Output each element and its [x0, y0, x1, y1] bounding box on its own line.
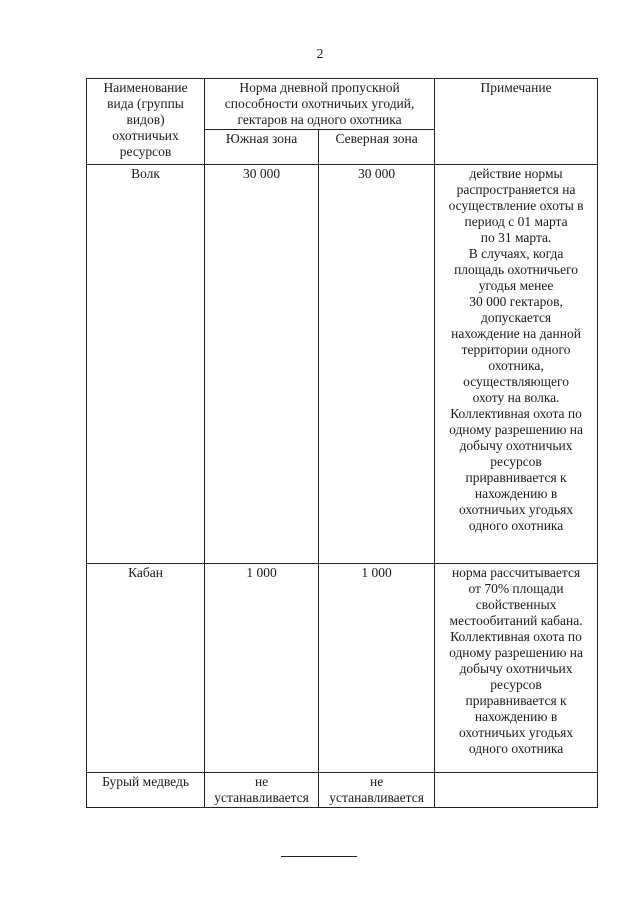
note-line: одного охотника — [468, 518, 564, 533]
header-species-cell — [87, 79, 205, 165]
south-norm-line: не — [254, 774, 269, 789]
note-line: период с 01 марта — [464, 214, 568, 229]
note-line: по 31 марта. — [480, 230, 552, 245]
header-north-zone: Северная зона — [319, 130, 435, 165]
table-row-boar — [87, 564, 598, 773]
note-line: распространяется на — [456, 182, 576, 197]
note-line: охоту на волка. — [472, 390, 560, 405]
south-norm-cell: 1 000 — [205, 564, 319, 773]
north-norm-line: не — [369, 774, 384, 789]
note-line: добычу охотничьих — [459, 438, 573, 453]
header-species-line: ресурсов — [119, 144, 172, 159]
note-line: свойственных — [475, 597, 557, 612]
table-row-brown-bear — [87, 773, 598, 808]
note-line: нахождению в — [474, 486, 558, 501]
note-line: норма рассчитывается — [451, 565, 581, 580]
header-species-line: видов) — [126, 112, 165, 127]
note-line: охотничьих угодьях — [458, 725, 574, 740]
header-south-zone: Южная зона — [205, 130, 319, 165]
header-species-line: вида (группы — [107, 96, 184, 111]
header-norm-line: гектаров на одного охотника — [237, 112, 402, 127]
hunting-norms-table — [86, 78, 598, 808]
note-line: территории одного — [461, 342, 571, 357]
species-cell: Кабан — [87, 564, 205, 773]
note-line: угодья менее — [478, 278, 554, 293]
south-norm-line: устанавливается — [214, 790, 309, 805]
note-cell — [435, 773, 598, 808]
header-species-line: охотничьих — [112, 128, 179, 143]
header-species-line: Наименование — [103, 80, 188, 95]
note-line: допускается — [480, 310, 552, 325]
note-line: осуществляющего — [463, 374, 569, 389]
note-line: приравнивается к — [465, 470, 567, 485]
note-line: В случаях, когда — [468, 246, 564, 261]
header-norm-line: способности охотничьих угодий, — [224, 96, 415, 111]
note-line: охотника, — [488, 358, 544, 373]
north-norm-cell: 1 000 — [319, 564, 435, 773]
note-line: Коллективная охота по — [450, 629, 582, 644]
north-norm-line: устанавливается — [329, 790, 424, 805]
south-norm-cell — [205, 773, 319, 808]
note-line: Коллективная охота по — [450, 406, 582, 421]
note-line: площадь охотничьего — [454, 262, 579, 277]
note-line: одному разрешению на — [449, 645, 584, 660]
species-cell: Волк — [87, 165, 205, 564]
header-norm-line: Норма дневной пропускной — [239, 80, 400, 95]
header-note-cell: Примечание — [435, 79, 598, 165]
note-line: охотничьих угодьях — [458, 502, 574, 517]
note-line: одному разрешению на — [449, 422, 584, 437]
note-line: осуществление охоты в — [448, 198, 584, 213]
south-norm-cell: 30 000 — [205, 165, 319, 564]
note-line: нахождение на данной — [451, 326, 581, 341]
note-cell — [435, 564, 598, 773]
note-line: 30 000 гектаров, — [469, 294, 563, 309]
north-norm-cell: 30 000 — [319, 165, 435, 564]
note-line: одного охотника — [468, 741, 564, 756]
table-header-row — [87, 79, 598, 130]
note-line: действие нормы — [469, 166, 563, 181]
note-line: приравнивается к — [465, 693, 567, 708]
note-cell — [435, 165, 598, 564]
table-row-wolf — [87, 165, 598, 564]
north-norm-cell — [319, 773, 435, 808]
footer-divider — [281, 856, 357, 857]
note-line: нахождению в — [474, 709, 558, 724]
species-cell: Бурый медведь — [87, 773, 205, 808]
note-line: добычу охотничьих — [459, 661, 573, 676]
page-number: 2 — [316, 47, 324, 62]
header-norm-cell — [205, 79, 435, 130]
note-line: ресурсов — [490, 677, 542, 692]
note-line: ресурсов — [490, 454, 542, 469]
note-line: местообитаний кабана. — [449, 613, 583, 628]
note-line: от 70% площади — [468, 581, 564, 596]
